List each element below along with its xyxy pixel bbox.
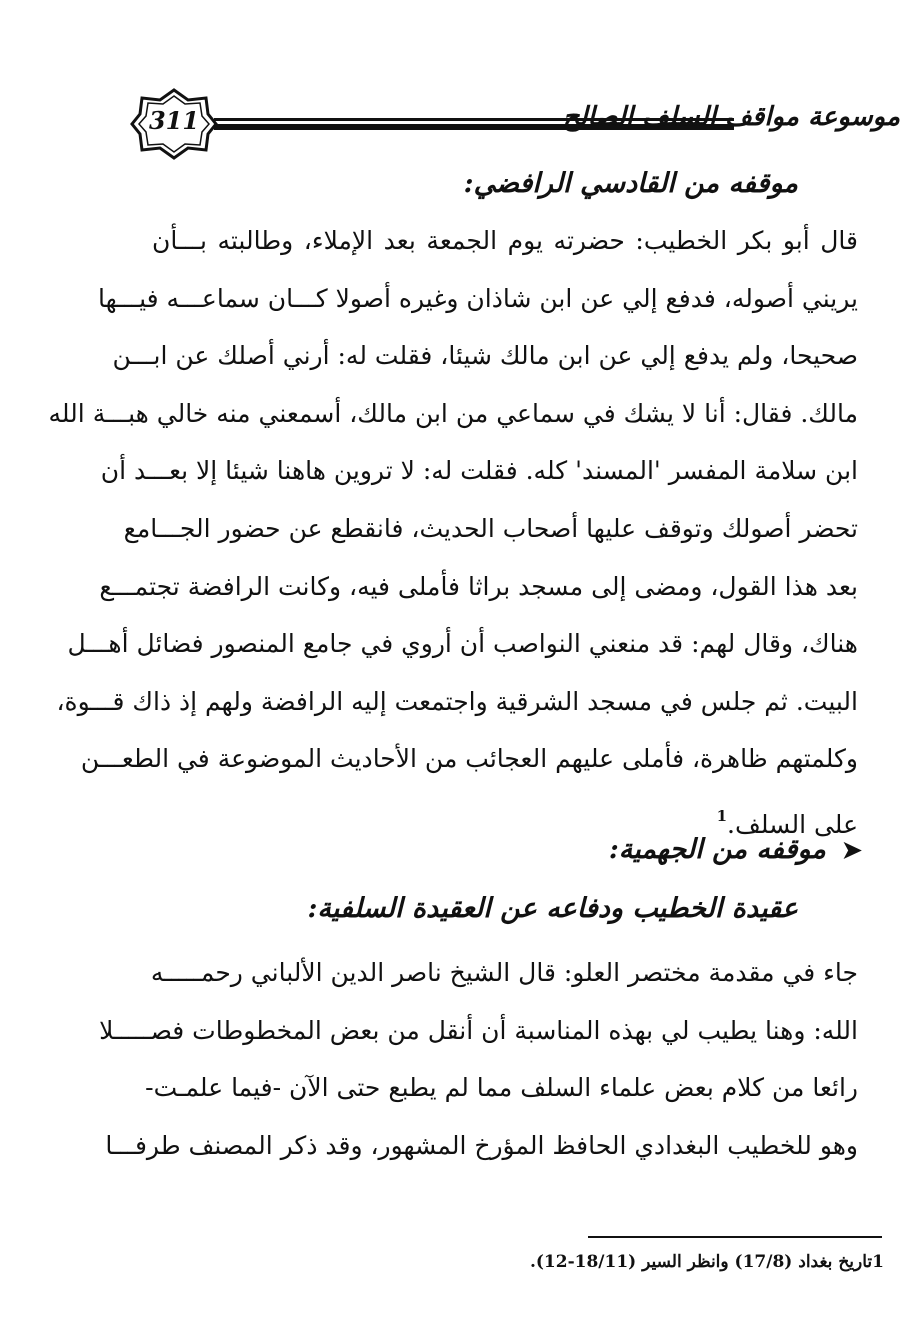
bullet-item-jahmiyya [609, 834, 862, 874]
footnote-separator [588, 1236, 882, 1238]
text-line: صحيحا، ولم يدفع إلي عن ابن مالك شيئا، فقلت له: أرني أصلك عن ابـــن [112, 341, 858, 371]
text-line: جاء في مقدمة مختصر العلو: قال الشيخ ناصر الدين الألباني رحمـــــه [150, 958, 858, 987]
text-line: قال أبو بكر الخطيب: حضرته يوم الجمعة بعد الإملاء، وطالبته بـــأن [152, 226, 858, 255]
text-line: الله: وهنا يطيب لي بهذه المناسبة أن أنقل من بعض المخطوطات فصـــــلا [99, 1015, 858, 1045]
page-number-badge [130, 88, 218, 160]
text-line: ابن سلامة المفسر 'المسند' كله. فقلت له: لا تروين هاهنا شيئا إلا بعـــد أن [100, 456, 858, 486]
text-line: هناك، وقال لهم: قد منعني النواصب أن أروي في جامع المنصور فضائل أهـــل [67, 629, 858, 659]
text-line: يريني أصوله، فدفع إلي عن ابن شاذان وغيره أصولا كـــان سماعـــه فيـــها [98, 283, 858, 313]
book-title: موسوعة مواقف السلف الصالح [562, 102, 900, 132]
text-line: مالك. فقال: أنا لا يشك في سماعي من ابن مالك، أسمعني منه خالي هبـــة الله [48, 398, 858, 428]
page-header [130, 88, 900, 160]
text-line: البيت. ثم جلس في مسجد الشرقية واجتمعت إليه الرافضة ولهم إذ ذاك قـــوة، [56, 686, 858, 716]
paragraph-aqida [99, 944, 858, 1174]
text-line: تحضر أصولك وتوقف عليها أصحاب الحديث، فانقطع عن حضور الجـــامع [123, 513, 858, 543]
footnote-reference: 1 [716, 806, 728, 825]
text-line: وكلمتهم ظاهرة، فأملى عليهم العجائب من الأحاديث الموضوعة في الطعـــن [80, 744, 858, 774]
paragraph-qadisi [48, 212, 858, 846]
text-line: رائعا من كلام بعض علماء السلف مما لم يطبع حتى الآن -فيما علمـت- [145, 1073, 858, 1103]
page-number: 311 [148, 106, 200, 135]
text-line: بعد هذا القول، ومضى إلى مسجد براثا فأملى فيه، وكانت الرافضة تجتمـــع [99, 571, 858, 601]
footnote [530, 1252, 884, 1272]
footnote-text: تاريخ بغداد (17/8) وانظر السير (18/11-12). [529, 1252, 873, 1272]
text-line-end: على السلف. [727, 809, 858, 839]
footnote-number: 1 [872, 1252, 884, 1272]
arrow-bullet-icon: ➤ [841, 835, 862, 864]
bullet-text: موقفه من الجهمية: [608, 834, 826, 865]
section-heading-aqida: عقيدة الخطيب ودفاعه عن العقيدة السلفية: [307, 893, 798, 924]
text-line: وهو للخطيب البغدادي الحافظ المؤرخ المشهور، وقد ذكر المصنف طرفـــا [105, 1130, 858, 1160]
section-heading-qadisi: موقفه من القادسي الرافضي: [463, 168, 798, 199]
